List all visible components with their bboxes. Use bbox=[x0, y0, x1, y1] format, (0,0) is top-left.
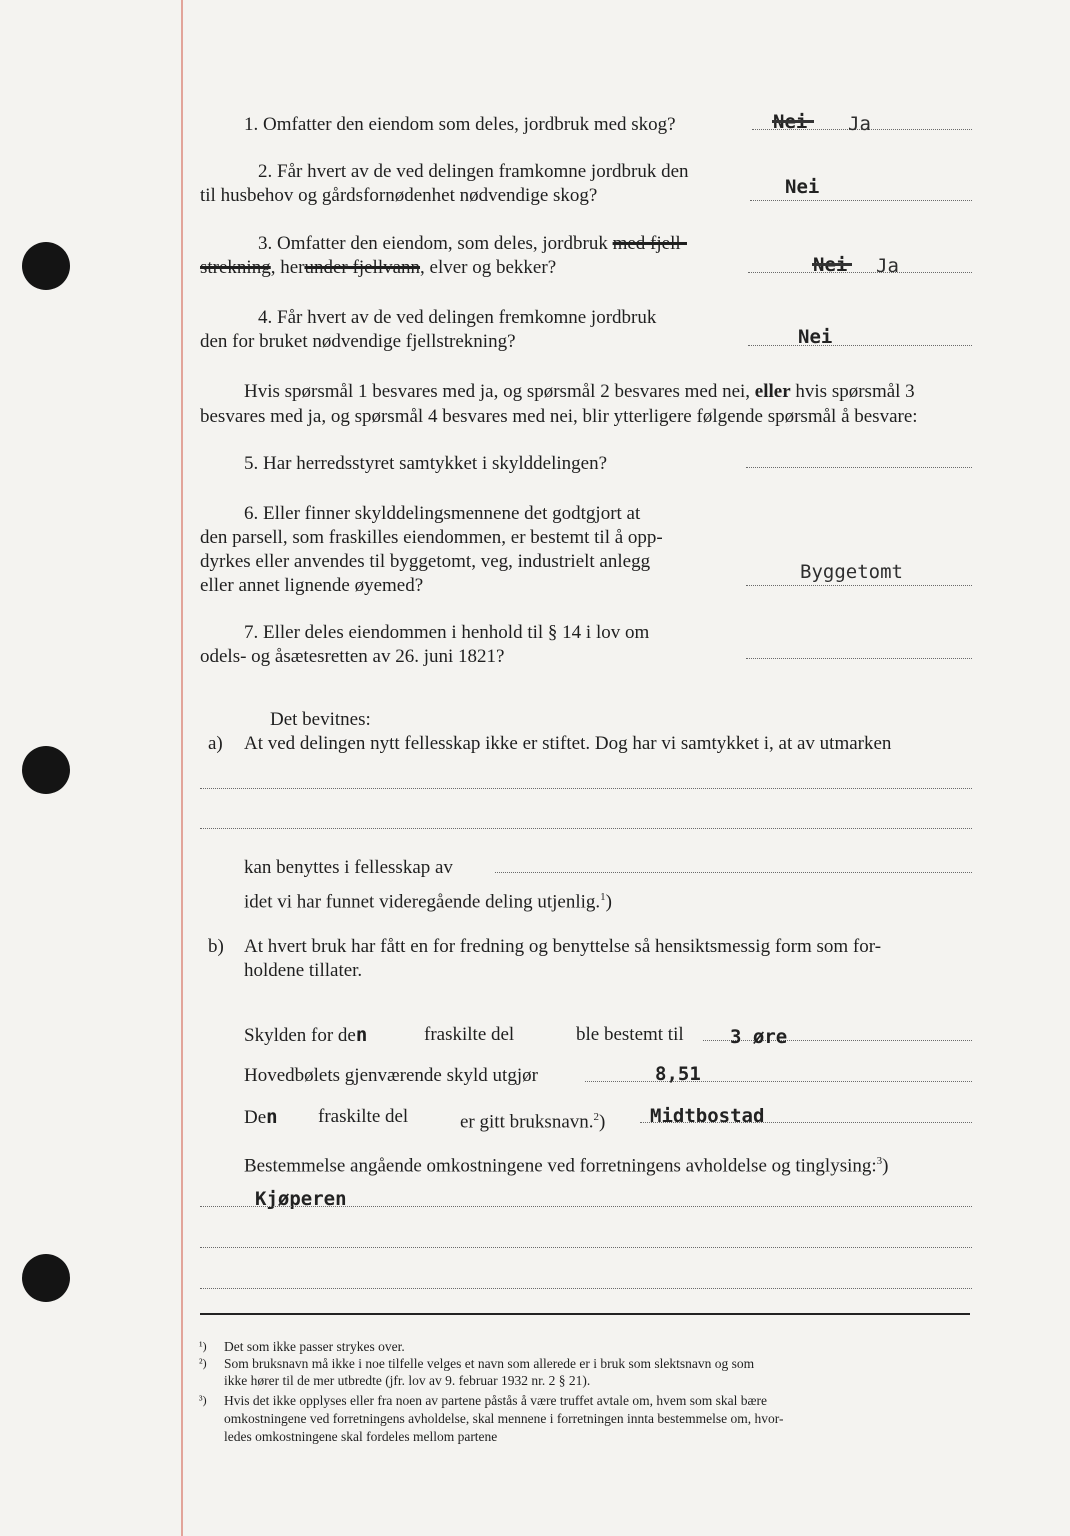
question-7-line2: odels- og åsætesretten av 26. juni 1821? bbox=[200, 646, 505, 667]
den-text: De bbox=[244, 1107, 267, 1128]
den-label bbox=[244, 1105, 278, 1130]
question-6-line1: 6. Eller finner skylddelingsmennene det godtgjort at bbox=[244, 503, 641, 524]
question-3-end: , elver og bekker? bbox=[420, 257, 557, 278]
answer-2: Nei bbox=[785, 176, 820, 198]
footnote-3-line1: Hvis det ikke opplyses eller fra noen av partene påstås å være truffet avtale om, hvem som skal bære bbox=[224, 1393, 767, 1408]
question-6-line4: eller annet lignende øyemed? bbox=[200, 575, 424, 596]
bruksnavn-paren: ) bbox=[599, 1111, 606, 1133]
idet-footnote-ref: 1 bbox=[600, 891, 606, 903]
answer-1: Ja bbox=[848, 113, 871, 135]
red-margin-line bbox=[181, 0, 183, 1536]
bruksnavn-text: er gitt bruksnavn. bbox=[460, 1111, 594, 1133]
question-4-line2: den for bruket nødvendige fjellstrekning? bbox=[200, 331, 516, 352]
bestemmelse-paren: ) bbox=[882, 1155, 889, 1177]
question-6-line3: dyrkes eller anvendes til byggetomt, veg, industrielt anlegg bbox=[200, 551, 651, 572]
punch-hole-top bbox=[22, 242, 70, 290]
skyld-value: 3 øre bbox=[730, 1026, 788, 1048]
strikeout-1 bbox=[772, 120, 814, 123]
item-a-marker: a) bbox=[208, 733, 223, 754]
idet-line bbox=[244, 885, 612, 914]
idet-paren: ) bbox=[605, 891, 612, 913]
answer-line-4 bbox=[748, 345, 972, 346]
bestemmelse-text: Bestemmelse angående omkostningene ved forretningens avholdelse og tinglysing: bbox=[244, 1155, 877, 1177]
bruksnavn-value: Midtbostad bbox=[650, 1105, 765, 1127]
omkostninger-line-3 bbox=[200, 1288, 972, 1289]
question-3-struck-fjell: med fjell- bbox=[612, 233, 687, 254]
det-bevitnes: Det bevitnes: bbox=[270, 709, 371, 730]
omkostninger-value: Kjøperen bbox=[255, 1188, 347, 1210]
footnote-2-line2: ikke hører til de mer utbredte (jfr. lov av 9. februar 1932 nr. 2 § 21). bbox=[224, 1373, 591, 1388]
condition-eller: eller bbox=[754, 381, 791, 402]
hovedbol-label: Hovedbølets gjenværende skyld utgjør bbox=[244, 1065, 538, 1086]
question-2-line2: til husbehov og gårdsfornødenhet nødvendige skog? bbox=[200, 185, 598, 206]
ble-bestemt-label: ble bestemt til bbox=[576, 1024, 684, 1045]
answer-line-3 bbox=[748, 272, 972, 273]
question-3-her: , her bbox=[270, 257, 305, 278]
question-3-line2 bbox=[200, 256, 556, 280]
fraskilte-del-label: fraskilte del bbox=[424, 1024, 515, 1045]
utmarken-line-2 bbox=[200, 828, 972, 829]
answer-6: Byggetomt bbox=[800, 561, 903, 583]
answer-4: Nei bbox=[798, 326, 833, 348]
question-3-struck-strekning: strekning bbox=[200, 257, 271, 278]
skylden-typed-n: n bbox=[355, 1024, 368, 1046]
fraskilte-del-label-2: fraskilte del bbox=[318, 1106, 409, 1127]
punch-hole-bottom bbox=[22, 1254, 70, 1302]
skylden-label bbox=[244, 1023, 367, 1048]
bruksnavn-footnote-ref: 2 bbox=[593, 1111, 600, 1123]
item-a-text: At ved delingen nytt fellesskap ikke er stiftet. Dog har vi samtykket i, at av utmarken bbox=[244, 733, 892, 754]
question-1: 1. Omfatter den eiendom som deles, jordbruk med skog? bbox=[244, 114, 676, 135]
condition-text-c: hvis spørsmål 3 bbox=[790, 381, 915, 402]
fellesskap-line bbox=[495, 872, 972, 873]
footnote-3-marker: ³) bbox=[199, 1393, 207, 1407]
omkostninger-line-2 bbox=[200, 1247, 972, 1248]
answer-line-6 bbox=[746, 585, 972, 586]
question-3-text: 3. Omfatter den eiendom, som deles, jordbruk bbox=[258, 233, 613, 254]
utmarken-line-1 bbox=[200, 788, 972, 789]
question-6-line2: den parsell, som fraskilles eiendommen, er bestemt til å opp- bbox=[200, 527, 663, 548]
item-b-line1: At hvert bruk har fått en for fredning og benyttelse så hensiktsmessig form som for- bbox=[244, 936, 882, 957]
bruksnavn-label bbox=[460, 1105, 605, 1134]
question-5: 5. Har herredsstyret samtykket i skylddelingen? bbox=[244, 453, 608, 474]
footnote-2-marker: ²) bbox=[199, 1356, 207, 1370]
condition-text-a: Hvis spørsmål 1 besvares med ja, og spørsmål 2 besvares med nei, bbox=[244, 381, 755, 402]
answer-line-2 bbox=[750, 200, 972, 201]
idet-text: idet vi har funnet videregående deling utjenlig. bbox=[244, 891, 601, 913]
bestemmelse-footnote-ref: 3 bbox=[876, 1155, 883, 1167]
answer-line-5 bbox=[746, 467, 972, 468]
den-typed-n: n bbox=[266, 1106, 278, 1128]
question-3-line1 bbox=[258, 232, 687, 256]
footnote-3-line2: omkostningene ved forretningens avholdelse, skal mennene i forretningen innta bestemmelse om, hvor- bbox=[224, 1411, 784, 1426]
footnote-separator bbox=[200, 1313, 970, 1315]
question-7-line1: 7. Eller deles eiendommen i henhold til § 14 i lov om bbox=[244, 622, 650, 643]
hovedbol-value: 8,51 bbox=[655, 1063, 701, 1085]
omkostninger-line-1 bbox=[200, 1206, 972, 1207]
question-3-struck-fjellvann: under fjellvann bbox=[304, 257, 421, 278]
item-b-marker: b) bbox=[208, 936, 224, 957]
footnote-3-line3: ledes omkostningene skal fordeles mellom partene bbox=[224, 1429, 498, 1444]
footnote-2-line1: Som bruksnavn må ikke i noe tilfelle velges et navn som allerede er i bruk som slektsnavn og som bbox=[224, 1356, 755, 1371]
footnote-1-marker: ¹) bbox=[199, 1339, 207, 1353]
hovedbol-line bbox=[585, 1081, 972, 1082]
condition-line1 bbox=[244, 380, 915, 404]
item-b-line2: holdene tillater. bbox=[244, 960, 363, 981]
answer-3: Ja bbox=[876, 255, 899, 277]
answer-line-7 bbox=[746, 658, 972, 659]
bestemmelse-label bbox=[244, 1149, 889, 1178]
question-2-line1: 2. Får hvert av de ved delingen framkomne jordbruk den bbox=[258, 161, 689, 182]
kan-benyttes: kan benyttes i fellesskap av bbox=[244, 857, 453, 878]
condition-line2: besvares med ja, og spørsmål 4 besvares med nei, blir ytterligere følgende spørsmål å besvare: bbox=[200, 406, 918, 427]
footnote-1: Det som ikke passer strykes over. bbox=[224, 1339, 405, 1354]
skylden-text: Skylden for de bbox=[244, 1025, 356, 1046]
strikeout-3 bbox=[812, 263, 852, 266]
punch-hole-middle bbox=[22, 746, 70, 794]
question-4-line1: 4. Får hvert av de ved delingen fremkomne jordbruk bbox=[258, 307, 657, 328]
